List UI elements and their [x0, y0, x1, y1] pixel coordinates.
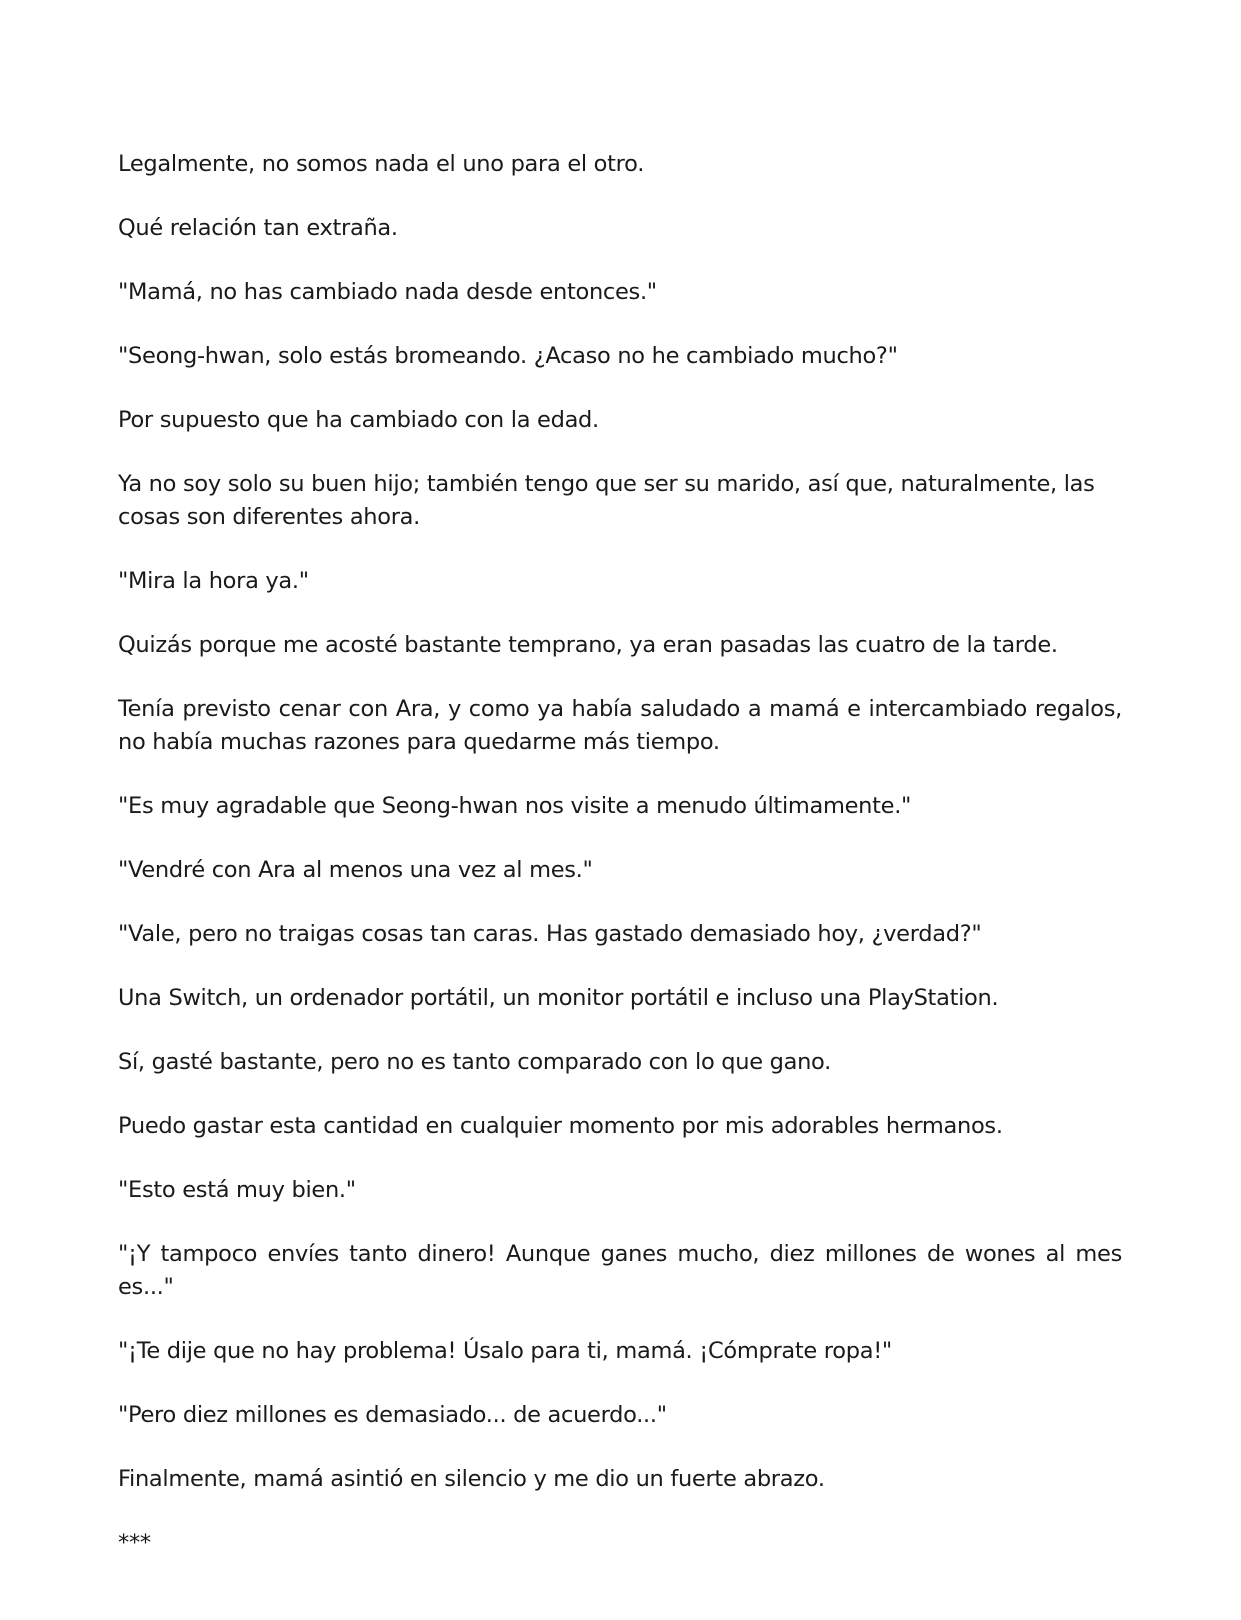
paragraph: Finalmente, mamá asintió en silencio y me dio un fuerte abrazo. — [118, 1466, 825, 1492]
paragraph: Por supuesto que ha cambiado con la edad. — [118, 407, 599, 433]
paragraph: Qué relación tan extraña. — [118, 215, 398, 241]
paragraph: "Esto está muy bien." — [118, 1177, 356, 1203]
paragraph: "Pero diez millones es demasiado... de acuerdo..." — [118, 1402, 667, 1428]
paragraph: "Mamá, no has cambiado nada desde entonces." — [118, 279, 657, 305]
paragraph: "¡Y tampoco envíes tanto dinero! Aunque ganes mucho, diez millones de wones al mes es..." — [118, 1241, 1122, 1300]
paragraph: "Vendré con Ara al menos una vez al mes." — [118, 857, 593, 883]
paragraph: "Vale, pero no traigas cosas tan caras. Has gastado demasiado hoy, ¿verdad?" — [118, 921, 982, 947]
paragraph: "Seong-hwan, solo estás bromeando. ¿Acaso no he cambiado mucho?" — [118, 343, 898, 369]
paragraph: Quizás porque me acosté bastante temprano, ya eran pasadas las cuatro de la tarde. — [118, 632, 1058, 658]
paragraph: "¡Te dije que no hay problema! Úsalo para ti, mamá. ¡Cómprate ropa!" — [118, 1338, 892, 1364]
paragraph: Legalmente, no somos nada el uno para el otro. — [118, 151, 645, 177]
scene-break: *** — [118, 1530, 151, 1556]
paragraph: Tenía previsto cenar con Ara, y como ya había saludado a mamá e intercambiado regalos, no había muchas razones para quedarme más tiempo. — [118, 696, 1122, 755]
paragraph: "Mira la hora ya." — [118, 568, 309, 594]
paragraph: Ya no soy solo su buen hijo; también tengo que ser su marido, así que, naturalmente, las cosas son diferentes ahora. — [118, 471, 1095, 530]
paragraph: "Es muy agradable que Seong-hwan nos visite a menudo últimamente." — [118, 793, 912, 819]
paragraph: Puedo gastar esta cantidad en cualquier momento por mis adorables hermanos. — [118, 1113, 1003, 1139]
body-text — [118, 148, 1122, 1560]
paragraph: Una Switch, un ordenador portátil, un monitor portátil e incluso una PlayStation. — [118, 985, 999, 1011]
paragraph: Sí, gasté bastante, pero no es tanto comparado con lo que gano. — [118, 1049, 831, 1075]
